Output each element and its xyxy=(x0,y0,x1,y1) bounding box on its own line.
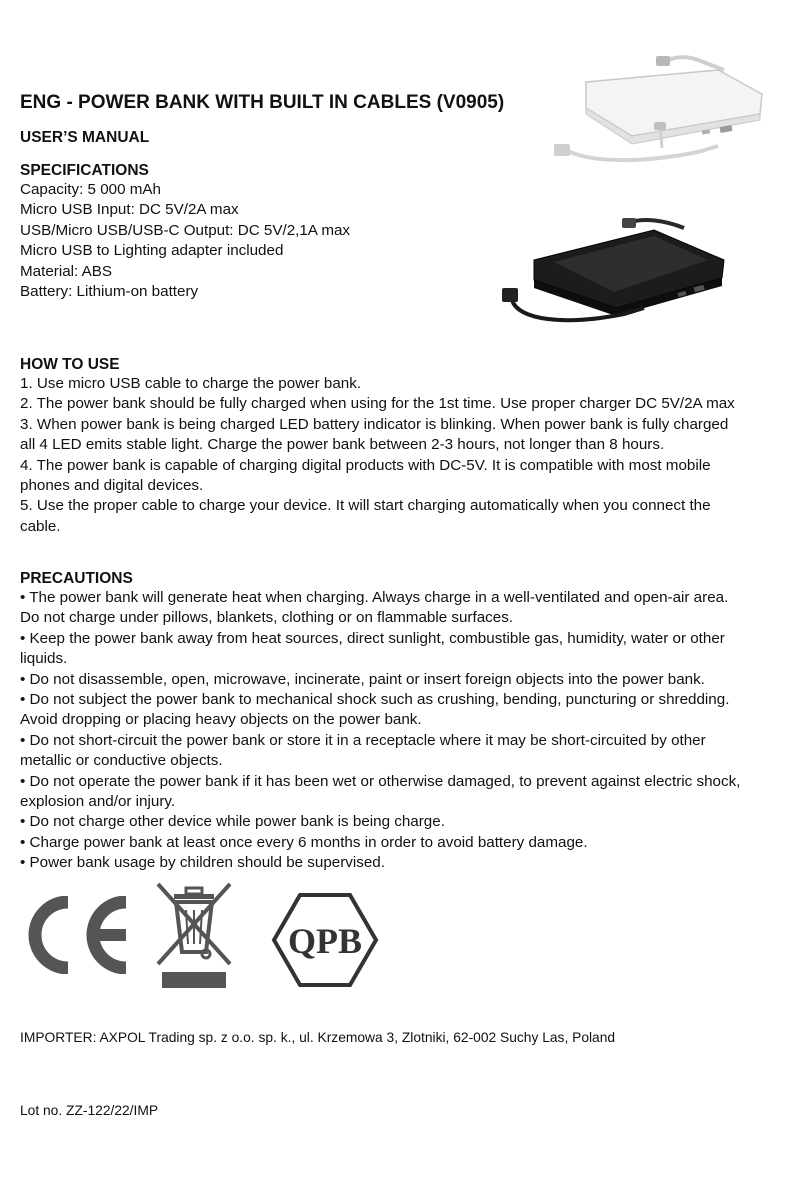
how-to-use-line: 4. The power bank is capable of charging digital products with DC-5V. It is compatible with most mobile xyxy=(20,456,711,474)
specifications-heading: SPECIFICATIONS xyxy=(20,162,149,179)
qpb-logo-text: QPB xyxy=(287,921,363,961)
specifications-list xyxy=(20,180,350,302)
precaution-line: • Keep the power bank away from heat sources, direct sunlight, combustible gas, humidity, water or other xyxy=(20,629,725,647)
ce-mark-icon xyxy=(22,896,134,974)
how-to-use-line: 3. When power bank is being charged LED battery indicator is blinking. When power bank is fully charged xyxy=(20,415,729,433)
how-to-use-line: 2. The power bank should be fully charged when using for the 1st time. Use proper charger DC 5V/2A max xyxy=(20,395,735,413)
precaution-line: • The power bank will generate heat when charging. Always charge in a well-ventilated and open-air area. xyxy=(20,589,729,606)
spec-line: Material: ABS xyxy=(20,262,113,280)
how-to-use-line: 5. Use the proper cable to charge your device. It will start charging automatically when you connect the xyxy=(20,497,711,515)
precaution-line: • Do not operate the power bank if it has been wet or otherwise damaged, to prevent against electric shock, xyxy=(20,772,741,790)
precaution-line: metallic or conductive objects. xyxy=(20,752,223,770)
white-power-bank-image xyxy=(548,52,770,170)
precaution-line: • Power bank usage by children should be supervised. xyxy=(20,854,385,872)
spec-line: USB/Micro USB/USB-C Output: DC 5V/2,1A max xyxy=(20,221,351,239)
document-subtitle: USER’S MANUAL xyxy=(20,129,150,146)
precaution-line: • Do not disassemble, open, microwave, incinerate, paint or insert foreign objects into the power bank. xyxy=(20,670,705,688)
spec-line: Micro USB Input: DC 5V/2A max xyxy=(20,201,239,219)
black-power-bank-image xyxy=(494,216,726,330)
precaution-line: • Do not short-circuit the power bank or store it in a receptacle where it may be short-circuited by other xyxy=(20,731,706,749)
precaution-line: • Charge power bank at least once every 6 months in order to avoid battery damage. xyxy=(20,833,588,851)
document-title: ENG - POWER BANK WITH BUILT IN CABLES (V0905) xyxy=(20,92,505,113)
precaution-line: explosion and/or injury. xyxy=(20,793,176,811)
how-to-use-line: all 4 LED emits stable light. Charge the power bank between 2-3 hours, not longer than 8 hours. xyxy=(20,436,665,454)
precaution-line: • Do not charge other device while power bank is being charge. xyxy=(20,813,445,831)
how-to-use-line: phones and digital devices. xyxy=(20,477,204,495)
weee-bin-icon xyxy=(152,880,236,992)
precaution-line: Do not charge under pillows, blankets, clothing or on flammable surfaces. xyxy=(20,609,514,627)
spec-line: Micro USB to Lighting adapter included xyxy=(20,242,284,260)
precaution-line: • Do not subject the power bank to mechanical shock such as crushing, bending, puncturing or shredding. xyxy=(20,691,730,709)
how-to-use-line: 1. Use micro USB cable to charge the power bank. xyxy=(20,375,362,392)
how-to-use-list xyxy=(20,374,735,537)
how-to-use-heading: HOW TO USE xyxy=(20,356,120,373)
qpb-logo-icon xyxy=(270,892,380,988)
how-to-use-line: cable. xyxy=(20,517,61,535)
precautions-list xyxy=(20,588,740,874)
spec-line: Battery: Lithium-on battery xyxy=(20,283,199,301)
precaution-line: Avoid dropping or placing heavy objects on the power bank. xyxy=(20,711,422,729)
precaution-line: liquids. xyxy=(20,650,68,668)
importer-info: IMPORTER: AXPOL Trading sp. z o.o. sp. k., ul. Krzemowa 3, Zlotniki, 62-002 Suchy Las, Poland xyxy=(20,1030,616,1045)
lot-number: Lot no. ZZ-122/22/IMP xyxy=(20,1103,159,1118)
precautions-heading: PRECAUTIONS xyxy=(20,570,133,587)
spec-line: Capacity: 5 000 mAh xyxy=(20,181,161,198)
